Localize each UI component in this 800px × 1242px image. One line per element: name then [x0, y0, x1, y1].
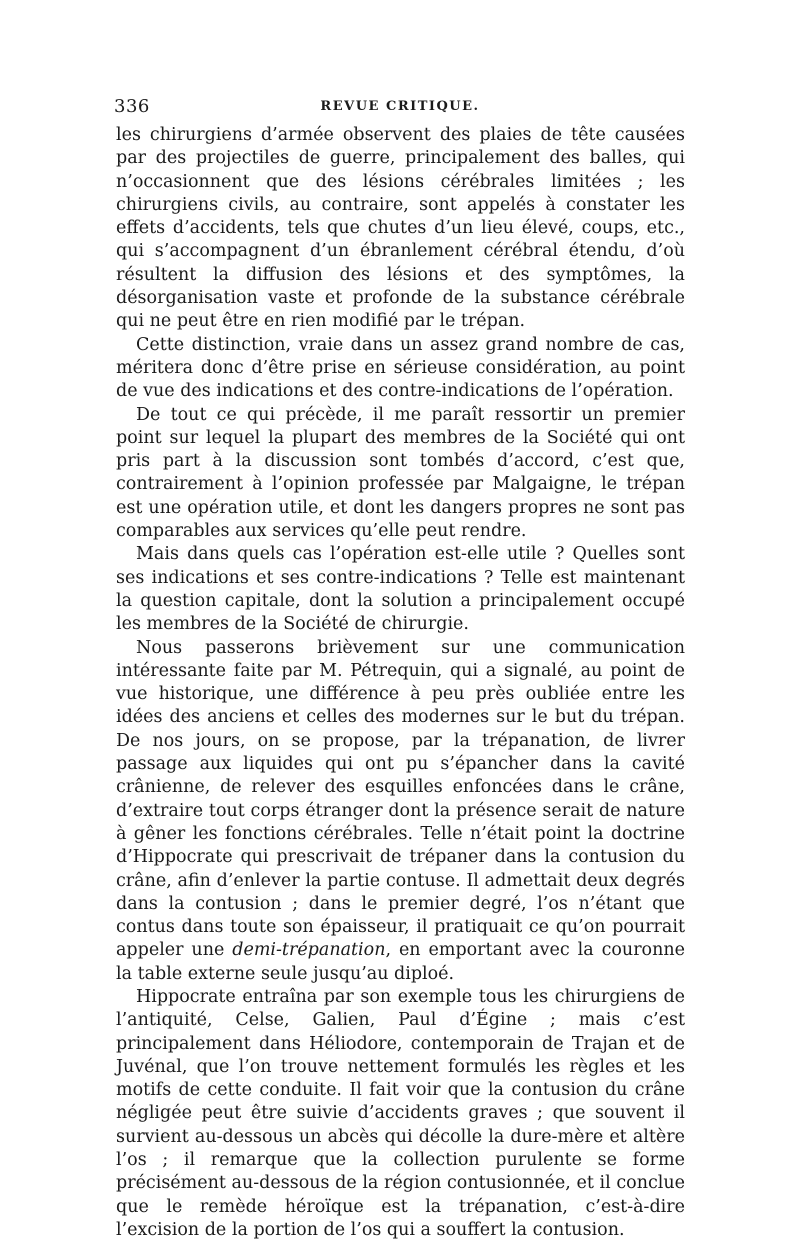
- paragraph: [116, 637, 685, 986]
- paragraph: les chirurgiens d’armée observent des plaies de tête causées par des projectiles de guerre, principalement des balles, qui n’occasionnent que des lésions cérébrales limitées ; les chirurgiens civils, au contraire, sont appelés à constater les effets d’accidents, tels que chutes d’un lieu élevé, coups, etc., qui s’accompagnent d’un ébranlement cérébral étendu, d’où résultent la diffusion des lésions et des symptômes, la désorganisation vaste et profonde de la substance cérébrale qui ne peut être en rien modifié par le trépan.: [116, 125, 685, 332]
- paragraph: Cette distinction, vraie dans un assez grand nombre de cas, méritera donc d’être prise en sérieuse considération, au point de vue des indications et des contre-indications de l’opération.: [116, 334, 685, 402]
- running-head: REVUE CRITIQUE.: [320, 99, 480, 114]
- paragraph: Hippocrate entraîna par son exemple tous les chirurgiens de l’antiquité, Celse, Galien, Paul d’Égine ; mais c’est principalement dans Héliodore, contemporain de Trajan et de Juvénal, que l’on trouve nettement formulés les règles et les motifs de cette conduite. Il fait voir que la contusion du crâne négligée peut être suivie d’accidents graves ; que souvent il survient au-dessous un abcès qui décolle la dure-mère et altère l’os ; il remarque que la collection purulente se forme précisément au-dessous de la région contusionnée, et il conclue que le remède héroïque est la trépanation, c’est-à-dire l’excision de la portion de l’os qui a souffert la contusion.: [116, 986, 685, 1240]
- paragraph-text: , en emportant avec la couronne la table externe seule jusqu’au diploé.: [116, 940, 685, 984]
- page-header: [114, 96, 686, 122]
- body-text: [116, 124, 685, 1242]
- paragraph: De tout ce qui précède, il me paraît ressortir un premier point sur lequel la plupart des membres de la Société qui ont pris part à la discussion sont tombés d’accord, c’est que, contrairement à l’opinion professée par Malgaigne, le trépan est une opération utile, et dont les dangers propres ne sont pas comparables aux services qu’elle peut rendre.: [116, 404, 685, 542]
- paragraph: Mais dans quels cas l’opération est-elle utile ? Quelles sont ses indications et ses contre-indications ? Telle est maintenant la question capitale, dont la solution a principalement occupé les membres de la Société de chirurgie.: [116, 544, 685, 635]
- page-number: 336: [114, 96, 150, 117]
- emphasis-term: demi-trépanation: [232, 940, 386, 961]
- paragraph-text: Nous passerons brièvement sur une communication intéressante faite par M. Pétrequin, qui a signalé, au point de vue historique, une différence à peu près oubliée entre les idées des anciens et celles des modernes sur le but du trépan. De nos jours, on se propose, par la trépanation, de livrer passage aux liquides qui ont pu s’épancher dans la cavité crânienne, de relever des esquilles enfoncées dans le crâne, d’extraire tout corps étranger dont la présence serait de nature à gêner les fonctions cérébrales. Telle n’était point la doctrine d’Hippocrate qui prescrivait de trépaner dans la contusion du crâne, afin d’enlever la partie contuse. Il admettait deux degrés dans la contusion ; dans le premier degré, l’os n’étant que contus dans toute son épaisseur, il pratiquait ce qu’on pourrait appeler une: [116, 637, 685, 961]
